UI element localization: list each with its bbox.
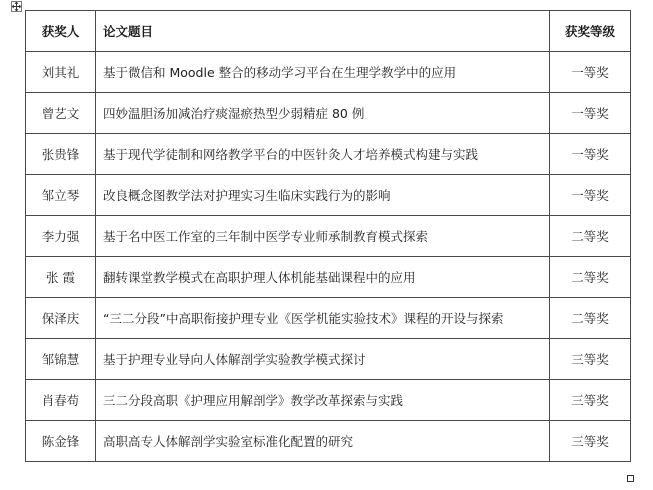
- winner-cell[interactable]: 邹立琴: [26, 175, 96, 216]
- table-row: [26, 216, 631, 257]
- winner-cell[interactable]: 邹锦慧: [26, 339, 96, 380]
- level-cell[interactable]: 二等奖: [550, 257, 631, 298]
- table-row: [26, 175, 631, 216]
- column-header-winner[interactable]: 获奖人: [26, 11, 96, 52]
- winner-cell[interactable]: 张贵锋: [26, 134, 96, 175]
- winner-cell[interactable]: 保泽庆: [26, 298, 96, 339]
- winner-cell[interactable]: 曾艺文: [26, 93, 96, 134]
- table-row: [26, 298, 631, 339]
- level-cell[interactable]: 二等奖: [550, 298, 631, 339]
- level-cell[interactable]: 二等奖: [550, 216, 631, 257]
- table-row: [26, 380, 631, 421]
- title-cell[interactable]: 三二分段高职《护理应用解剖学》教学改革探索与实践: [96, 380, 550, 421]
- title-cell[interactable]: 基于微信和 Moodle 整合的移动学习平台在生理学教学中的应用: [96, 52, 550, 93]
- table-row: [26, 339, 631, 380]
- winner-cell[interactable]: 刘其礼: [26, 52, 96, 93]
- winner-cell[interactable]: 张 霞: [26, 257, 96, 298]
- title-cell[interactable]: 翻转课堂教学模式在高职护理人体机能基础课程中的应用: [96, 257, 550, 298]
- column-header-title[interactable]: 论文题目: [96, 11, 550, 52]
- title-cell[interactable]: 基于护理专业导向人体解剖学实验教学模式探讨: [96, 339, 550, 380]
- level-cell[interactable]: 一等奖: [550, 93, 631, 134]
- title-cell[interactable]: 高职高专人体解剖学实验室标准化配置的研究: [96, 421, 550, 462]
- winner-cell[interactable]: 肖春苟: [26, 380, 96, 421]
- title-cell[interactable]: 四妙温胆汤加减治疗痰湿瘀热型少弱精症 80 例: [96, 93, 550, 134]
- table-row: [26, 257, 631, 298]
- title-cell[interactable]: “三二分段”中高职衔接护理专业《医学机能实验技术》课程的开设与探索: [96, 298, 550, 339]
- awards-table: [25, 10, 631, 462]
- table-row: [26, 134, 631, 175]
- level-cell[interactable]: 三等奖: [550, 380, 631, 421]
- winner-cell[interactable]: 陈金锋: [26, 421, 96, 462]
- level-cell[interactable]: 三等奖: [550, 339, 631, 380]
- table-header-row: [26, 11, 631, 52]
- table-move-handle-icon[interactable]: [11, 1, 22, 12]
- table-row: [26, 421, 631, 462]
- table-row: [26, 52, 631, 93]
- title-cell[interactable]: 基于现代学徒制和网络教学平台的中医针灸人才培养模式构建与实践: [96, 134, 550, 175]
- title-cell[interactable]: 改良概念图教学法对护理实习生临床实践行为的影响: [96, 175, 550, 216]
- level-cell[interactable]: 一等奖: [550, 52, 631, 93]
- table-resize-handle-icon[interactable]: [627, 475, 634, 482]
- table-row: [26, 93, 631, 134]
- column-header-level[interactable]: 获奖等级: [550, 11, 631, 52]
- level-cell[interactable]: 三等奖: [550, 421, 631, 462]
- title-cell[interactable]: 基于名中医工作室的三年制中医学专业师承制教育模式探索: [96, 216, 550, 257]
- level-cell[interactable]: 一等奖: [550, 134, 631, 175]
- level-cell[interactable]: 一等奖: [550, 175, 631, 216]
- winner-cell[interactable]: 李力强: [26, 216, 96, 257]
